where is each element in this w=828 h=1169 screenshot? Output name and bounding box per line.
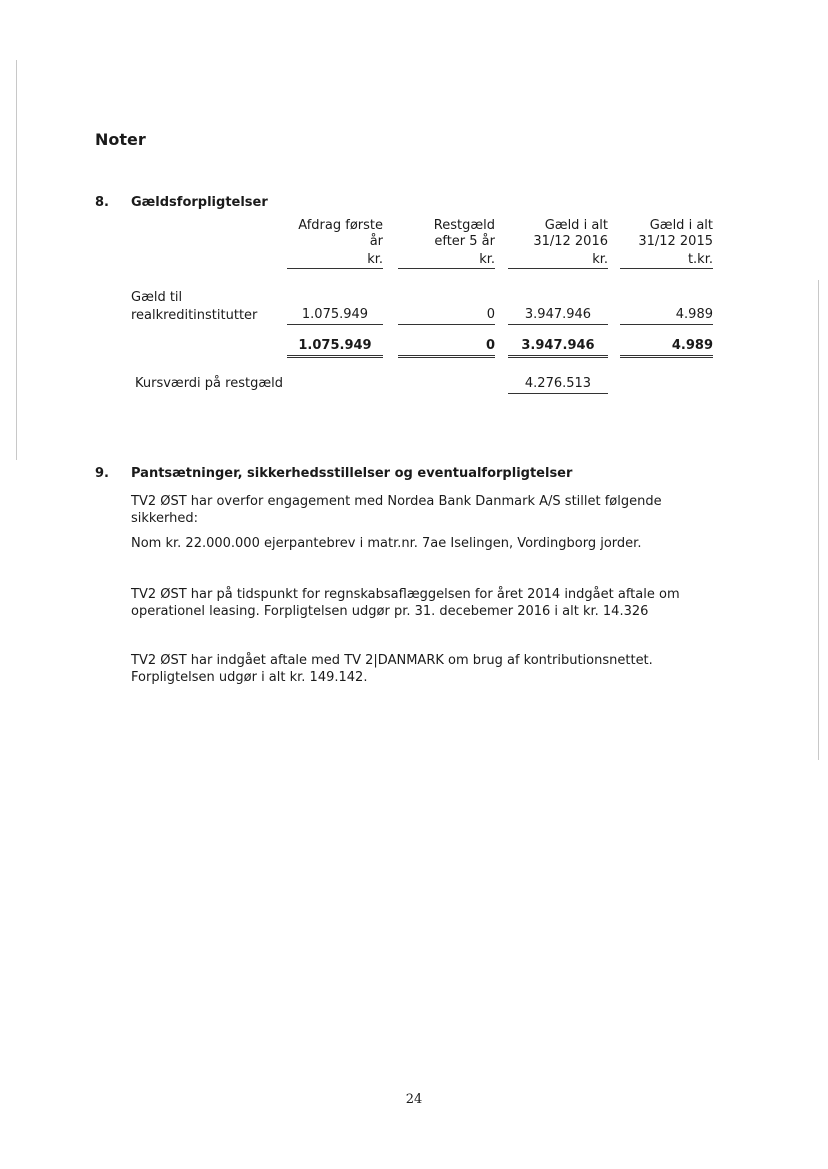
total-total-2016: 3.947.946 xyxy=(508,338,608,358)
col-unit-total-2016: kr. xyxy=(508,252,608,269)
cell-restdebt: 0 xyxy=(398,307,495,325)
scan-edge-mark-left xyxy=(16,60,17,460)
cell-installment: 1.075.949 xyxy=(287,307,383,325)
section-9-number: 9. xyxy=(95,466,109,481)
col-unit-total-2015: t.kr. xyxy=(620,252,713,269)
cell-total-2016: 3.947.946 xyxy=(508,307,608,325)
col-unit-installment: kr. xyxy=(287,252,383,269)
paragraph-security: TV2 ØST har overfor engagement med Nordea Bank Danmark A/S stillet følgende sikkerhed: xyxy=(131,494,662,526)
cell-total-2015: 4.989 xyxy=(620,307,713,325)
paragraph-leasing: TV2 ØST har på tidspunkt for regnskabsaflæggelsen for året 2014 indgået aftale om operationel leasing. Forpligtelsen udgør pr. 31. decebemer 2016 i alt kr. 14.326 xyxy=(131,587,680,619)
section-8-number: 8. xyxy=(95,195,109,210)
market-value-label: Kursværdi på restgæld xyxy=(135,376,283,391)
total-restdebt: 0 xyxy=(398,338,495,358)
paragraph-mortgage-deed: Nom kr. 22.000.000 ejerpantebrev i matr.nr. 7ae Iselingen, Vordingborg jorder. xyxy=(131,536,642,551)
section-9-title: Pantsætninger, sikkerhedsstillelser og eventualforpligtelser xyxy=(131,466,573,481)
col-unit-restdebt: kr. xyxy=(398,252,495,269)
page-number: 24 xyxy=(405,1092,423,1107)
total-total-2015: 4.989 xyxy=(620,338,713,358)
market-value: 4.276.513 xyxy=(508,376,608,394)
col-header-total-2015: Gæld i alt 31/12 2015 xyxy=(638,218,713,249)
col-header-restdebt: Restgæld efter 5 år xyxy=(433,218,495,249)
row-label-mortgage: Gæld til realkreditinstitutter xyxy=(131,290,258,323)
paragraph-contribution-network: TV2 ØST har indgået aftale med TV 2|DANMARK om brug af kontributionsnettet. Forpligtelsen udgør i alt kr. 149.142. xyxy=(131,653,653,685)
scan-edge-mark-right xyxy=(818,280,819,760)
col-header-installment: Afdrag første år xyxy=(298,218,383,249)
page-heading: Noter xyxy=(95,130,146,149)
col-header-total-2016: Gæld i alt 31/12 2016 xyxy=(533,218,608,249)
section-8-title: Gældsforpligtelser xyxy=(131,195,268,210)
total-installment: 1.075.949 xyxy=(287,338,383,358)
